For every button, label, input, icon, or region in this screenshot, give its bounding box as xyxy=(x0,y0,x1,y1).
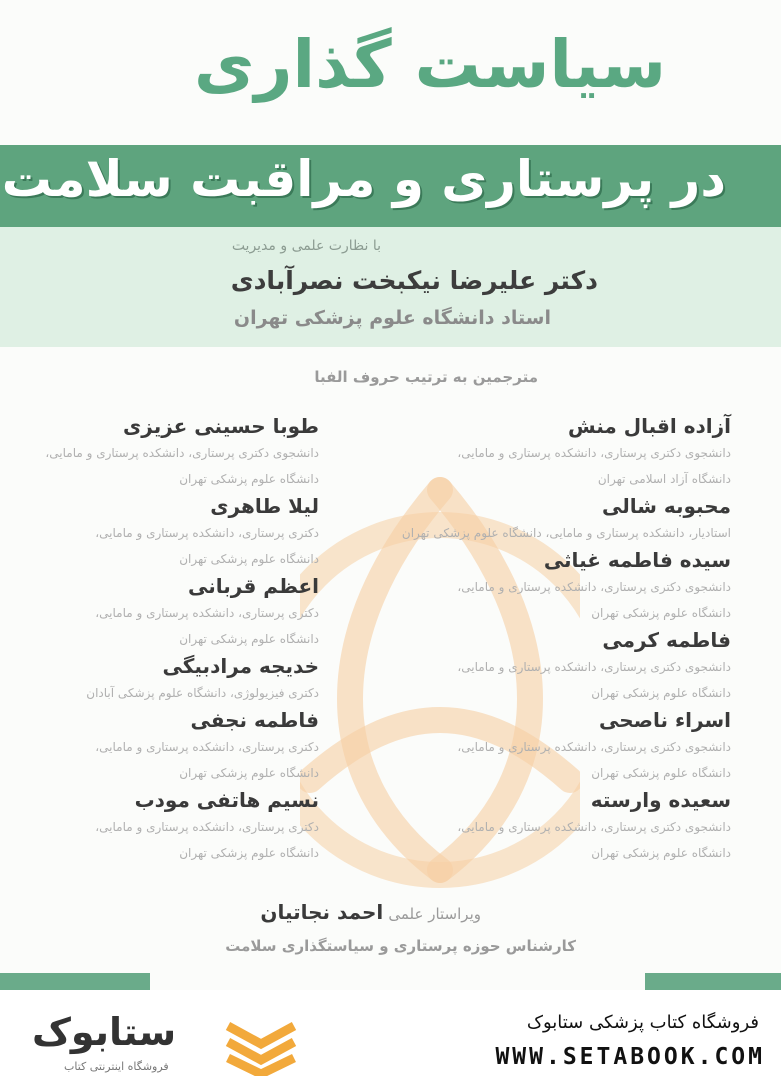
translator-name: نسیم هاتفی مودب xyxy=(134,788,319,812)
translator-affiliation: دکتری پرستاری، دانشکده پرستاری و مامایی، دانشگاه علوم پزشکی تهران xyxy=(95,526,319,566)
translators-column-left xyxy=(0,412,319,866)
translator-item xyxy=(381,412,731,492)
translator-affiliation: دکتری پرستاری، دانشکده پرستاری و مامایی، دانشگاه علوم پزشکی تهران xyxy=(95,820,319,860)
translator-name: محبوبه شالی xyxy=(601,494,731,518)
translator-item xyxy=(0,492,319,572)
translator-item xyxy=(381,706,731,786)
editor-name: احمد نجاتیان xyxy=(260,900,384,924)
translators-column-right xyxy=(381,412,731,866)
book-subtitle: در پرستاری و مراقبت سلامت xyxy=(1,150,726,208)
translator-name: اعظم قربانی xyxy=(188,574,319,598)
translator-affiliation: دانشجوی دکتری پرستاری، دانشکده پرستاری و مامایی، دانشگاه علوم پزشکی تهران xyxy=(457,660,731,700)
translator-affiliation: دکتری پرستاری، دانشکده پرستاری و مامایی، دانشگاه علوم پزشکی تهران xyxy=(95,606,319,646)
translator-item xyxy=(0,706,319,786)
store-url-link[interactable]: WWW.SETABOOK.COM xyxy=(495,1044,765,1070)
supervisor-name: دکتر علیرضا نیکبخت نصرآبادی xyxy=(230,266,598,295)
translator-name: فاطمه نجفی xyxy=(190,708,319,732)
bottom-strip-right xyxy=(645,973,781,990)
translator-name: سیده فاطمه غیاثی xyxy=(543,548,731,572)
store-name: فروشگاه کتاب پزشکی ستابوک xyxy=(526,1012,759,1033)
translator-name: خدیجه مرادبیگی xyxy=(162,654,319,678)
translator-affiliation: استادیار، دانشکده پرستاری و مامایی، دانشگاه علوم پزشکی تهران xyxy=(401,526,731,540)
translator-name: اسراء ناصحی xyxy=(598,708,731,732)
translator-name: فاطمه کرمی xyxy=(602,628,731,652)
translator-item xyxy=(0,652,319,706)
translator-name: آزاده اقبال منش xyxy=(567,414,731,438)
book-title: سیاست گذاری xyxy=(194,26,666,103)
setabook-logo-subtitle: فروشگاه اینترنتی کتاب xyxy=(64,1060,169,1073)
setabook-logo-word: ستابوک xyxy=(32,1010,177,1054)
scientific-editor xyxy=(260,900,481,924)
editor-label: ویراستار علمی xyxy=(388,905,481,923)
bottom-strip-left xyxy=(0,973,150,990)
translator-affiliation: دانشجوی دکتری پرستاری، دانشکده پرستاری و مامایی، دانشگاه علوم پزشکی تهران xyxy=(457,580,731,620)
translator-affiliation: دانشجوی دکتری پرستاری، دانشکده پرستاری و مامایی، دانشگاه علوم پزشکی تهران xyxy=(45,446,319,486)
editor-title: کارشناس حوزه پرستاری و سیاستگذاری سلامت xyxy=(225,937,576,955)
translator-affiliation: دانشجوی دکتری پرستاری، دانشکده پرستاری و مامایی، دانشگاه علوم پزشکی تهران xyxy=(457,740,731,780)
supervision-label: با نظارت علمی و مدیریت xyxy=(231,238,381,254)
translator-affiliation: دانشجوی دکتری پرستاری، دانشکده پرستاری و مامایی، دانشگاه آزاد اسلامی تهران xyxy=(457,446,731,486)
translator-item xyxy=(381,546,731,626)
translator-item xyxy=(0,412,319,492)
translator-name: سعیده وارسته xyxy=(590,788,731,812)
translator-name: لیلا طاهری xyxy=(210,494,319,518)
translator-item xyxy=(0,786,319,866)
translators-label: مترجمین به ترتیب حروف الفبا xyxy=(314,368,538,386)
translator-item xyxy=(381,786,731,866)
translator-item xyxy=(381,492,731,546)
translator-name: طوبا حسینی عزیزی xyxy=(122,414,319,438)
supervisor-title: استاد دانشگاه علوم پزشکی تهران xyxy=(233,307,551,329)
translator-affiliation: دکتری پرستاری، دانشکده پرستاری و مامایی، دانشگاه علوم پزشکی تهران xyxy=(95,740,319,780)
translator-item xyxy=(381,626,731,706)
setabook-chevron-logo-icon xyxy=(224,1020,298,1076)
translator-affiliation: دانشجوی دکتری پرستاری، دانشکده پرستاری و مامایی، دانشگاه علوم پزشکی تهران xyxy=(457,820,731,860)
translator-affiliation: دکتری فیزیولوژی، دانشگاه علوم پزشکی آبادان xyxy=(86,686,319,700)
translator-item xyxy=(0,572,319,652)
